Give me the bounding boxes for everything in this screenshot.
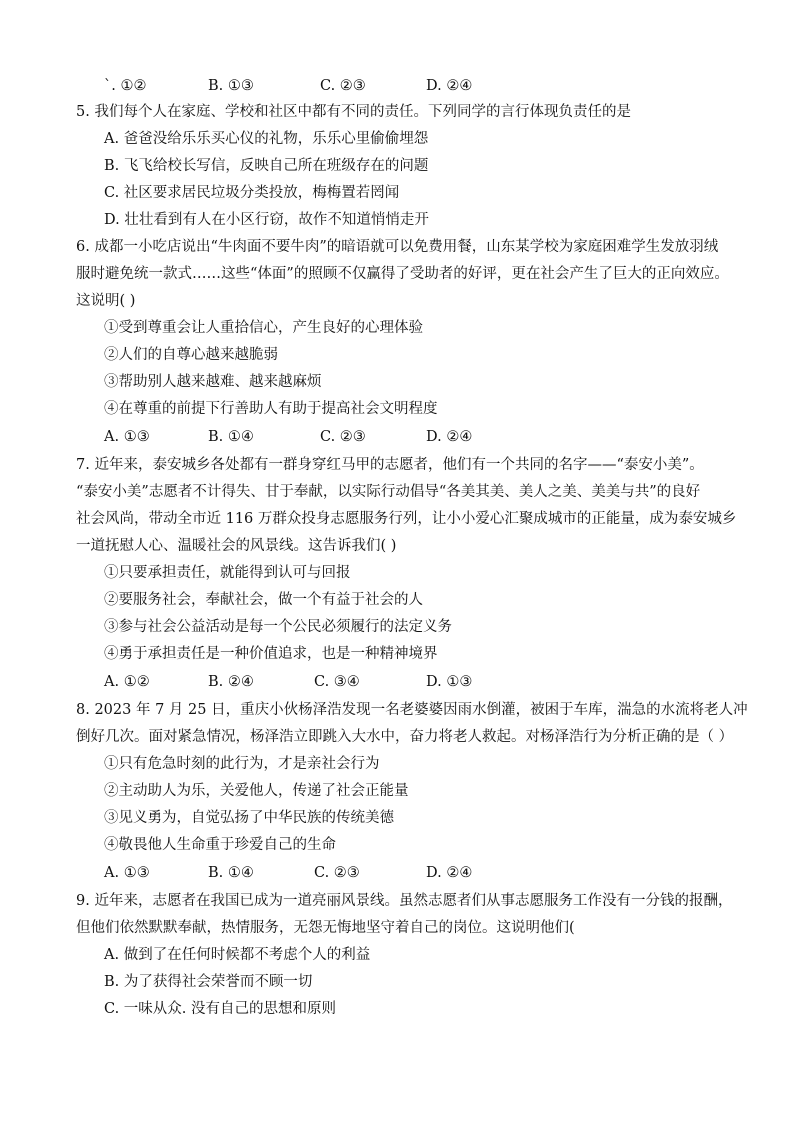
choice-c: C. ②③	[320, 429, 366, 445]
choice-c: C. ②③	[314, 865, 360, 881]
choice-d: D. ②④	[426, 865, 473, 881]
q6-item: ①受到尊重会让人重拾信心，产生良好的心理体验	[104, 320, 423, 336]
q8-stem-line: 倒好几次。面对紧急情况，杨泽浩立即跳入大水中，奋力将老人救起。对杨泽浩行为分析正确的是（ ）	[76, 729, 734, 745]
q5-option-c: C. 社区要求居民垃圾分类投放，梅梅置若罔闻	[104, 185, 400, 201]
q5-stem: 5. 我们每个人在家庭、学校和社区中都有不同的责任。下列同学的言行体现负责任的是	[76, 104, 631, 120]
q9-stem-line: 但他们依然默默奉献，热情服务，无怨无悔地坚守着自己的岗位。这说明他们(	[76, 920, 575, 936]
q5-option-d: D. 壮壮看到有人在小区行窃，故作不知道悄悄走开	[104, 212, 429, 228]
q6-item: ②人们的自尊心越来越脆弱	[104, 347, 278, 363]
q9-option-a: A. 做到了在任何时候都不考虑个人的利益	[104, 947, 371, 963]
choice-d: D. ②④	[426, 429, 473, 445]
choice-c: C. ③④	[314, 674, 360, 690]
choice-b: B. ①④	[208, 429, 254, 445]
q5-option-b: B. 飞飞给校长写信，反映自己所在班级存在的问题	[104, 158, 429, 174]
q9-stem-line: 9. 近年来，志愿者在我国已成为一道亮丽风景线。虽然志愿者们从事志愿服务工作没有一分钱的报酬，	[76, 893, 733, 909]
q9-option-b: B. 为了获得社会荣誉而不顾一切	[104, 974, 313, 990]
choice-b: B. ①③	[208, 78, 254, 94]
q8-item: ①只有危急时刻的此行为，才是亲社会行为	[104, 756, 380, 772]
choice-a: A. ①②	[104, 674, 150, 690]
q7-item: ②要服务社会，奉献社会，做一个有益于社会的人	[104, 592, 423, 608]
choice-c: C. ②③	[320, 78, 366, 94]
choice-a: A. ①③	[104, 429, 150, 445]
q7-stem-line: 7. 近年来，泰安城乡各处都有一群身穿红马甲的志愿者，他们有一个共同的名字——“泰安小美”。	[76, 457, 704, 473]
q7-stem-line: 一道抚慰人心、温暖社会的风景线。这告诉我们( )	[76, 538, 397, 554]
q6-stem-line: 服时避免统一款式……这些“体面”的照顾不仅赢得了受助者的好评，更在社会产生了巨大的正向效应。	[76, 266, 729, 282]
choice-b: B. ②④	[208, 674, 254, 690]
choice-d: D. ②④	[426, 78, 473, 94]
q6-stem-line: 6. 成都一小吃店说出“牛肉面不要牛肉”的暗语就可以免费用餐，山东某学校为家庭困难学生发放羽绒	[76, 239, 719, 255]
q7-stem-line: 社会风尚，带动全市近 116 万群众投身志愿服务行列，让小小爱心汇聚成城市的正能量，成为泰安城乡	[76, 511, 737, 527]
q8-item: ④敬畏他人生命重于珍爱自己的生命	[104, 837, 336, 853]
q5-option-a: A. 爸爸没给乐乐买心仪的礼物，乐乐心里偷偷埋怨	[104, 131, 429, 147]
q6-item: ③帮助别人越来越难、越来越麻烦	[104, 374, 322, 390]
q8-item: ②主动助人为乐，关爱他人，传递了社会正能量	[104, 783, 409, 799]
q7-item: ③参与社会公益活动是每一个公民必须履行的法定义务	[104, 619, 452, 635]
q7-stem-line: “泰安小美”志愿者不计得失、甘于奉献，以实际行动倡导“各美其美、美人之美、美美与共”的良好	[76, 484, 701, 500]
q7-item: ①只要承担责任，就能得到认可与回报	[104, 565, 351, 581]
choice-a: A. ①③	[104, 865, 150, 881]
q9-option-c: C. 一味从众. 没有自己的思想和原则	[104, 1001, 337, 1017]
choice-d: D. ①③	[426, 674, 473, 690]
q6-stem-line: 这说明( )	[76, 293, 136, 309]
q8-item: ③见义勇为，自觉弘扬了中华民族的传统美德	[104, 810, 394, 826]
choice-a: `. ①②	[104, 78, 147, 94]
q7-item: ④勇于承担责任是一种价值追求，也是一种精神境界	[104, 646, 438, 662]
choice-b: B. ①④	[208, 865, 254, 881]
q6-item: ④在尊重的前提下行善助人有助于提高社会文明程度	[104, 401, 438, 417]
q8-stem-line: 8. 2023 年 7 月 25 日，重庆小伙杨泽浩发现一名老婆婆因雨水倒灌，被困于车库，湍急的水流将老人冲	[76, 702, 748, 718]
